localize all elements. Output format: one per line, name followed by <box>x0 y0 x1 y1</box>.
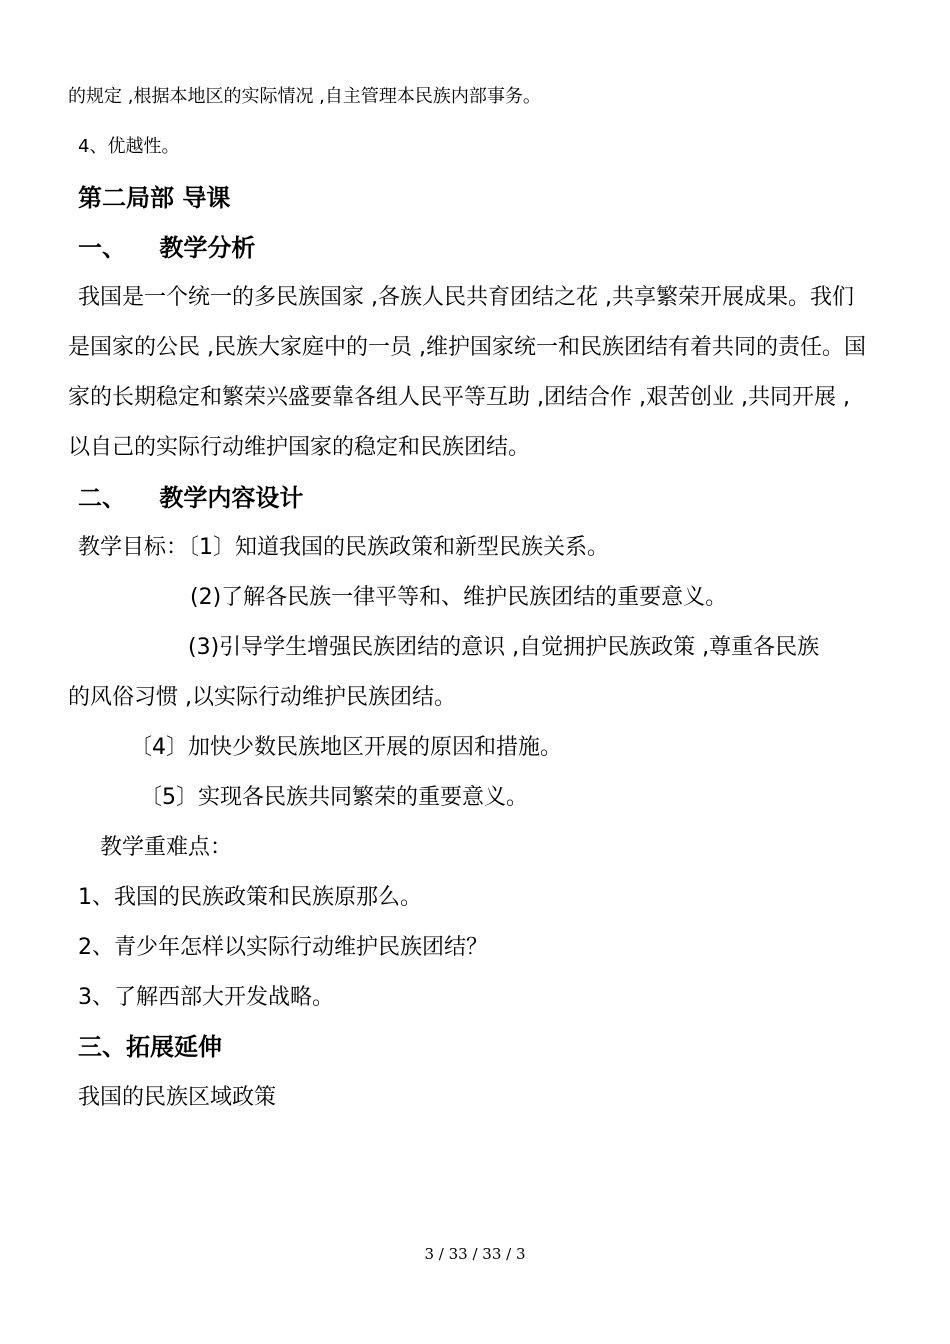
list-item: 3、了解西部大开发战略。 <box>78 985 334 1010</box>
paragraph-line: 的规定 ,根据本地区的实际情况 ,自主管理本民族内部事务。 <box>68 86 541 107</box>
paragraph-line: (2)了解各民族一律平等和、维护民族团结的重要意义。 <box>190 585 728 610</box>
paragraph-line: 的风俗习惯 ,以实际行动维护民族团结。 <box>68 685 456 710</box>
paragraph-line: 教学重难点： <box>100 835 233 860</box>
paragraph-line: 是国家的公民 ,民族大家庭中的一员 ,维护国家统一和民族团结有着共同的责任。国 <box>68 335 866 360</box>
paragraph-line: 我国是一个统一的多民族国家 ,各族人民共育团结之花 ,共享繁荣开展成果。我们 <box>78 285 854 310</box>
paragraph-line: 教学目标：〔1〕知道我国的民族政策和新型民族关系。 <box>78 535 609 560</box>
paragraph-line: 〔4〕加快少数民族地区开展的原因和措施。 <box>130 735 562 760</box>
section-heading: 三、拓展延伸 <box>78 1033 222 1061</box>
paragraph-line: 〔5〕实现各民族共同繁荣的重要意义。 <box>140 785 528 810</box>
page-number: 3 / 33 / 33 / 3 <box>424 1245 526 1263</box>
paragraph-line: (3)引导学生增强民族团结的意识 ,自觉拥护民族政策 ,尊重各民族 <box>188 635 820 660</box>
section-heading: 二、 教学内容设计 <box>78 484 304 512</box>
paragraph-line: 我国的民族区域政策 <box>78 1085 277 1110</box>
section-heading: 第二局部 导课 <box>78 184 231 212</box>
paragraph-line: 以自己的实际行动维护国家的稳定和民族团结。 <box>68 435 531 460</box>
paragraph-line: 家的长期稳定和繁荣兴盛要靠各组人民平等互助 ,团结合作 ,艰苦创业 ,共同开展 , <box>68 385 850 410</box>
section-heading: 一、 教学分析 <box>78 234 256 262</box>
list-item: 2、青少年怎样以实际行动维护民族团结？ <box>78 935 488 960</box>
list-item: 4、优越性。 <box>78 136 180 157</box>
list-item: 1、我国的民族政策和民族原那么。 <box>78 885 422 910</box>
